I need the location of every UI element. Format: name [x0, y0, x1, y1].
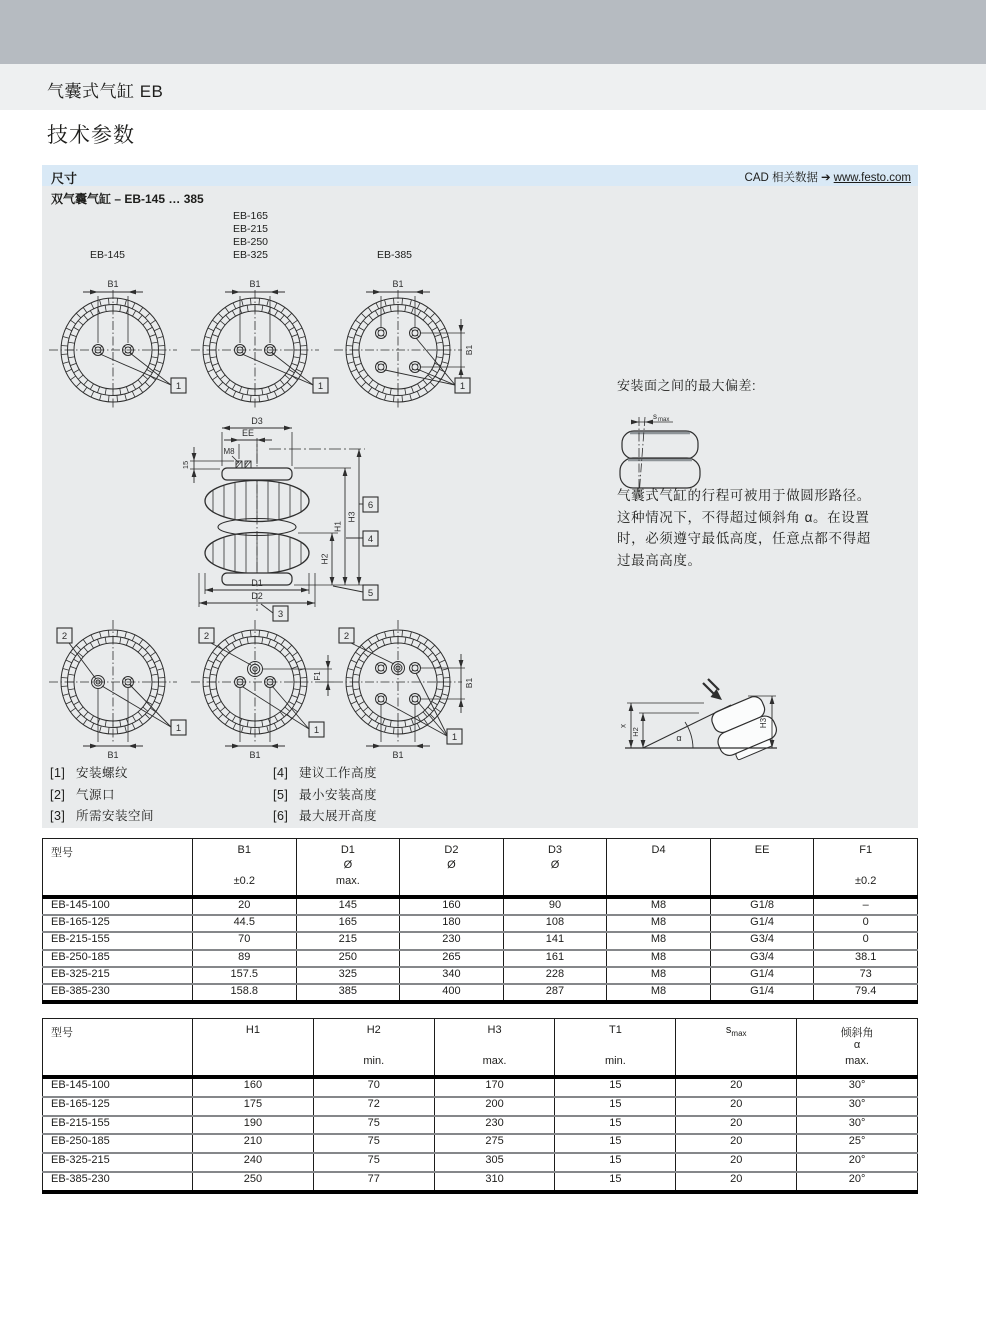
col-header: D2 Ø — [400, 839, 504, 898]
cell-model: EB-145-100 — [43, 897, 193, 915]
svg-text:max: max — [658, 417, 670, 423]
cell-model: EB-215-155 — [43, 1116, 193, 1135]
cell-value: 141 — [503, 932, 607, 949]
col-header: D3 Ø — [503, 839, 607, 898]
svg-text:H1: H1 — [332, 521, 343, 532]
svg-text:α: α — [676, 733, 682, 743]
legend-number: [1] — [50, 766, 66, 780]
col-header: D4 — [607, 839, 711, 898]
cell-value: 157.5 — [193, 967, 297, 984]
cell-value: 75 — [313, 1134, 434, 1153]
col-header: $s_{max}$ — [676, 1019, 797, 1078]
variant-label: EB-325 — [233, 249, 269, 261]
cell-value: G1/4 — [710, 967, 814, 984]
cell-value: 15 — [555, 1077, 676, 1097]
svg-text:D1: D1 — [251, 578, 263, 588]
cell-value: 180 — [400, 915, 504, 932]
cell-value: 210 — [193, 1134, 314, 1153]
cell-value: 230 — [434, 1116, 555, 1135]
cell-value: 20 — [676, 1097, 797, 1116]
cell-value: – — [814, 897, 918, 915]
col-header: H1 — [193, 1019, 314, 1078]
variant-label-eb385: EB-385 — [377, 249, 413, 261]
svg-text:5: 5 — [367, 588, 374, 599]
table-row — [43, 1077, 918, 1097]
table-row — [43, 1172, 918, 1192]
cell-value: 400 — [400, 984, 504, 1002]
col-header: B1 ±0.2 — [193, 839, 297, 898]
cell-value: 161 — [503, 950, 607, 967]
svg-text:B1: B1 — [464, 677, 474, 689]
svg-text:2: 2 — [343, 631, 350, 642]
legend-item — [273, 785, 377, 807]
cell-value: 20 — [676, 1172, 797, 1192]
svg-text:B1: B1 — [249, 750, 261, 760]
stroke-note-paragraph: 气囊式气缸的行程可被用于做圆形路径。这种情况下，不得超过倾斜角 α。在设置时，必须遵守最低高度，任意点都不得超过最高高度。 — [617, 488, 871, 568]
legend-text: 建议工作高度 — [299, 766, 378, 780]
cell-model: EB-215-155 — [43, 932, 193, 949]
dimensions-bar-title: 尺寸 — [51, 171, 78, 186]
table-1-header — [43, 839, 918, 898]
cell-value: 190 — [193, 1116, 314, 1135]
variant-label: EB-250 — [233, 236, 269, 248]
cell-value: 170 — [434, 1077, 555, 1097]
cell-value: G1/4 — [710, 984, 814, 1002]
table-row — [43, 950, 918, 967]
cell-value: G1/4 — [710, 915, 814, 932]
cad-data-line — [745, 169, 911, 185]
cell-value: 200 — [434, 1097, 555, 1116]
top-band — [0, 0, 986, 64]
svg-text:B1: B1 — [392, 750, 404, 760]
cell-value: 158.8 — [193, 984, 297, 1002]
table-2-header — [43, 1019, 918, 1078]
table-1-body — [43, 897, 918, 1002]
cell-value: 265 — [400, 950, 504, 967]
cell-value: M8 — [607, 950, 711, 967]
cell-value: 20 — [676, 1134, 797, 1153]
cell-value: 20° — [797, 1153, 918, 1172]
col-header-model: 型号 — [43, 839, 193, 898]
cell-value: 250 — [296, 950, 400, 967]
col-header: H3 max. — [434, 1019, 555, 1078]
table-row — [43, 1097, 918, 1116]
table-row — [43, 984, 918, 1002]
svg-text:1: 1 — [451, 732, 458, 743]
table-row — [43, 1134, 918, 1153]
cell-value: 230 — [400, 932, 504, 949]
svg-text:B1: B1 — [107, 750, 119, 760]
cell-value: 44.5 — [193, 915, 297, 932]
cell-value: 160 — [193, 1077, 314, 1097]
legend-right-column — [273, 763, 377, 828]
cell-value: 20 — [676, 1153, 797, 1172]
svg-text:s: s — [653, 412, 657, 421]
cad-data-label: CAD 相关数据 — [744, 172, 819, 184]
cell-value: 165 — [296, 915, 400, 932]
table-row — [43, 1153, 918, 1172]
col-header: H2 min. — [313, 1019, 434, 1078]
section-title: 技术参数 — [47, 124, 135, 147]
svg-text:D2: D2 — [251, 591, 263, 601]
dimensions-bar — [42, 165, 918, 186]
legend-left-column — [50, 763, 154, 828]
cell-value: 25° — [797, 1134, 918, 1153]
cell-model: EB-325-215 — [43, 967, 193, 984]
svg-text:F1: F1 — [313, 671, 322, 681]
svg-text:1: 1 — [175, 381, 182, 392]
legend-number: [2] — [50, 787, 66, 802]
cell-value: 15 — [555, 1116, 676, 1135]
col-header: EE — [710, 839, 814, 898]
legend-number: [6] — [273, 809, 289, 823]
cell-value: M8 — [607, 915, 711, 932]
cell-value: 15 — [555, 1097, 676, 1116]
cell-value: 75 — [313, 1153, 434, 1172]
cell-value: 20 — [676, 1116, 797, 1135]
cell-value: M8 — [607, 897, 711, 915]
cell-value: 20 — [193, 897, 297, 915]
cell-value: 73 — [814, 967, 918, 984]
cell-value: 340 — [400, 967, 504, 984]
cell-value: 310 — [434, 1172, 555, 1192]
legend-item — [50, 763, 154, 785]
svg-text:H2: H2 — [319, 553, 330, 565]
cell-value: G1/8 — [710, 897, 814, 915]
cell-value: 38.1 — [814, 950, 918, 967]
cell-value: 325 — [296, 967, 400, 984]
col-header: 倾斜角 α max. — [797, 1019, 918, 1078]
variant-label: EB-165 — [233, 210, 269, 222]
legend-item — [50, 785, 154, 807]
cell-value: 160 — [400, 897, 504, 915]
cell-value: 90 — [503, 897, 607, 915]
legend-text: 安装螺纹 — [76, 766, 129, 780]
variant-label-eb145: EB-145 — [90, 249, 126, 261]
legend-item — [273, 763, 377, 785]
legend-number: [5] — [273, 787, 289, 802]
cell-value: G3/4 — [710, 932, 814, 949]
cell-value: 89 — [193, 950, 297, 967]
cell-value: 0 — [814, 932, 918, 949]
svg-text:4: 4 — [367, 534, 374, 545]
cell-value: 30° — [797, 1077, 918, 1097]
table-row — [43, 932, 918, 949]
cell-value: 72 — [313, 1097, 434, 1116]
svg-text:H2: H2 — [631, 727, 640, 737]
table-row — [43, 915, 918, 932]
svg-text:H3: H3 — [346, 511, 357, 523]
cell-value: 385 — [296, 984, 400, 1002]
cell-value: 275 — [434, 1134, 555, 1153]
svg-text:15: 15 — [181, 460, 190, 470]
col-header-model: 型号 — [43, 1019, 193, 1078]
cell-model: EB-250-185 — [43, 950, 193, 967]
variant-label: EB-215 — [233, 223, 269, 235]
svg-text:H3: H3 — [759, 717, 768, 729]
header-band — [0, 64, 986, 110]
cell-value: 108 — [503, 915, 607, 932]
cell-value: 215 — [296, 932, 400, 949]
col-header: T1 min. — [555, 1019, 676, 1078]
svg-text:1: 1 — [313, 725, 320, 736]
legend-number: [3] — [50, 809, 66, 823]
festo-link[interactable]: www.festo.com — [833, 172, 911, 184]
svg-text:2: 2 — [61, 631, 68, 642]
cell-value: G3/4 — [710, 950, 814, 967]
cell-value: 79.4 — [814, 984, 918, 1002]
table-2-body — [43, 1077, 918, 1192]
cell-value: 175 — [193, 1097, 314, 1116]
table-row — [43, 967, 918, 984]
legend-number: [4] — [273, 766, 289, 780]
svg-text:M8: M8 — [223, 447, 235, 456]
cell-value: 30° — [797, 1097, 918, 1116]
cell-model: EB-325-215 — [43, 1153, 193, 1172]
cell-value: 70 — [193, 932, 297, 949]
cell-value: 75 — [313, 1116, 434, 1135]
cell-value: M8 — [607, 932, 711, 949]
cell-value: 15 — [555, 1134, 676, 1153]
cell-value: 228 — [503, 967, 607, 984]
cell-value: 145 — [296, 897, 400, 915]
legend-item — [273, 806, 377, 828]
cell-model: EB-385-230 — [43, 1172, 193, 1192]
cell-value: 15 — [555, 1172, 676, 1192]
cell-value: 250 — [193, 1172, 314, 1192]
cad-arrow-icon: ➔ — [821, 172, 831, 184]
svg-text:1: 1 — [317, 381, 324, 392]
legend-text: 所需安装空间 — [76, 809, 155, 823]
svg-text:3: 3 — [277, 609, 284, 620]
cell-model: EB-165-125 — [43, 915, 193, 932]
cell-value: 70 — [313, 1077, 434, 1097]
svg-text:D3: D3 — [251, 416, 263, 426]
cell-value: 77 — [313, 1172, 434, 1192]
legend-item — [50, 806, 154, 828]
cell-value: 15 — [555, 1153, 676, 1172]
svg-text:EE: EE — [241, 428, 255, 438]
drawing-panel — [42, 186, 918, 828]
cell-value: 20° — [797, 1172, 918, 1192]
cell-model: EB-250-185 — [43, 1134, 193, 1153]
cell-model: EB-165-125 — [43, 1097, 193, 1116]
svg-text:B1: B1 — [249, 279, 261, 289]
cell-value: 30° — [797, 1116, 918, 1135]
dimensions-table-1 — [42, 838, 918, 1004]
drawing-subtitle: 双气囊气缸 – EB-145 … 385 — [51, 192, 204, 206]
svg-text:B1: B1 — [392, 279, 404, 289]
cell-value: 305 — [434, 1153, 555, 1172]
cell-value: 287 — [503, 984, 607, 1002]
col-header: D1 Ø max. — [296, 839, 400, 898]
svg-text:6: 6 — [367, 500, 374, 511]
cell-value: 0 — [814, 915, 918, 932]
legend-text: 最大展开高度 — [299, 809, 378, 823]
svg-text:B1: B1 — [107, 279, 119, 289]
col-header: F1 ±0.2 — [814, 839, 918, 898]
table-row — [43, 897, 918, 915]
dimensions-table-2 — [42, 1018, 918, 1194]
table-row — [43, 1116, 918, 1135]
cell-value: M8 — [607, 967, 711, 984]
cell-model: EB-385-230 — [43, 984, 193, 1002]
svg-text:1: 1 — [459, 381, 466, 392]
deviation-note-title: 安装面之间的最大偏差: — [617, 378, 757, 393]
legend-text: 最小安装高度 — [299, 787, 378, 802]
cell-model: EB-145-100 — [43, 1077, 193, 1097]
product-title: 气囊式气缸 EB — [47, 82, 164, 101]
legend-text: 气源口 — [76, 787, 116, 802]
cell-value: M8 — [607, 984, 711, 1002]
svg-text:1: 1 — [175, 723, 182, 734]
svg-text:B1: B1 — [464, 344, 474, 356]
cell-value: 20 — [676, 1077, 797, 1097]
cell-value: 240 — [193, 1153, 314, 1172]
svg-text:x: x — [618, 724, 628, 728]
svg-text:2: 2 — [203, 631, 210, 642]
